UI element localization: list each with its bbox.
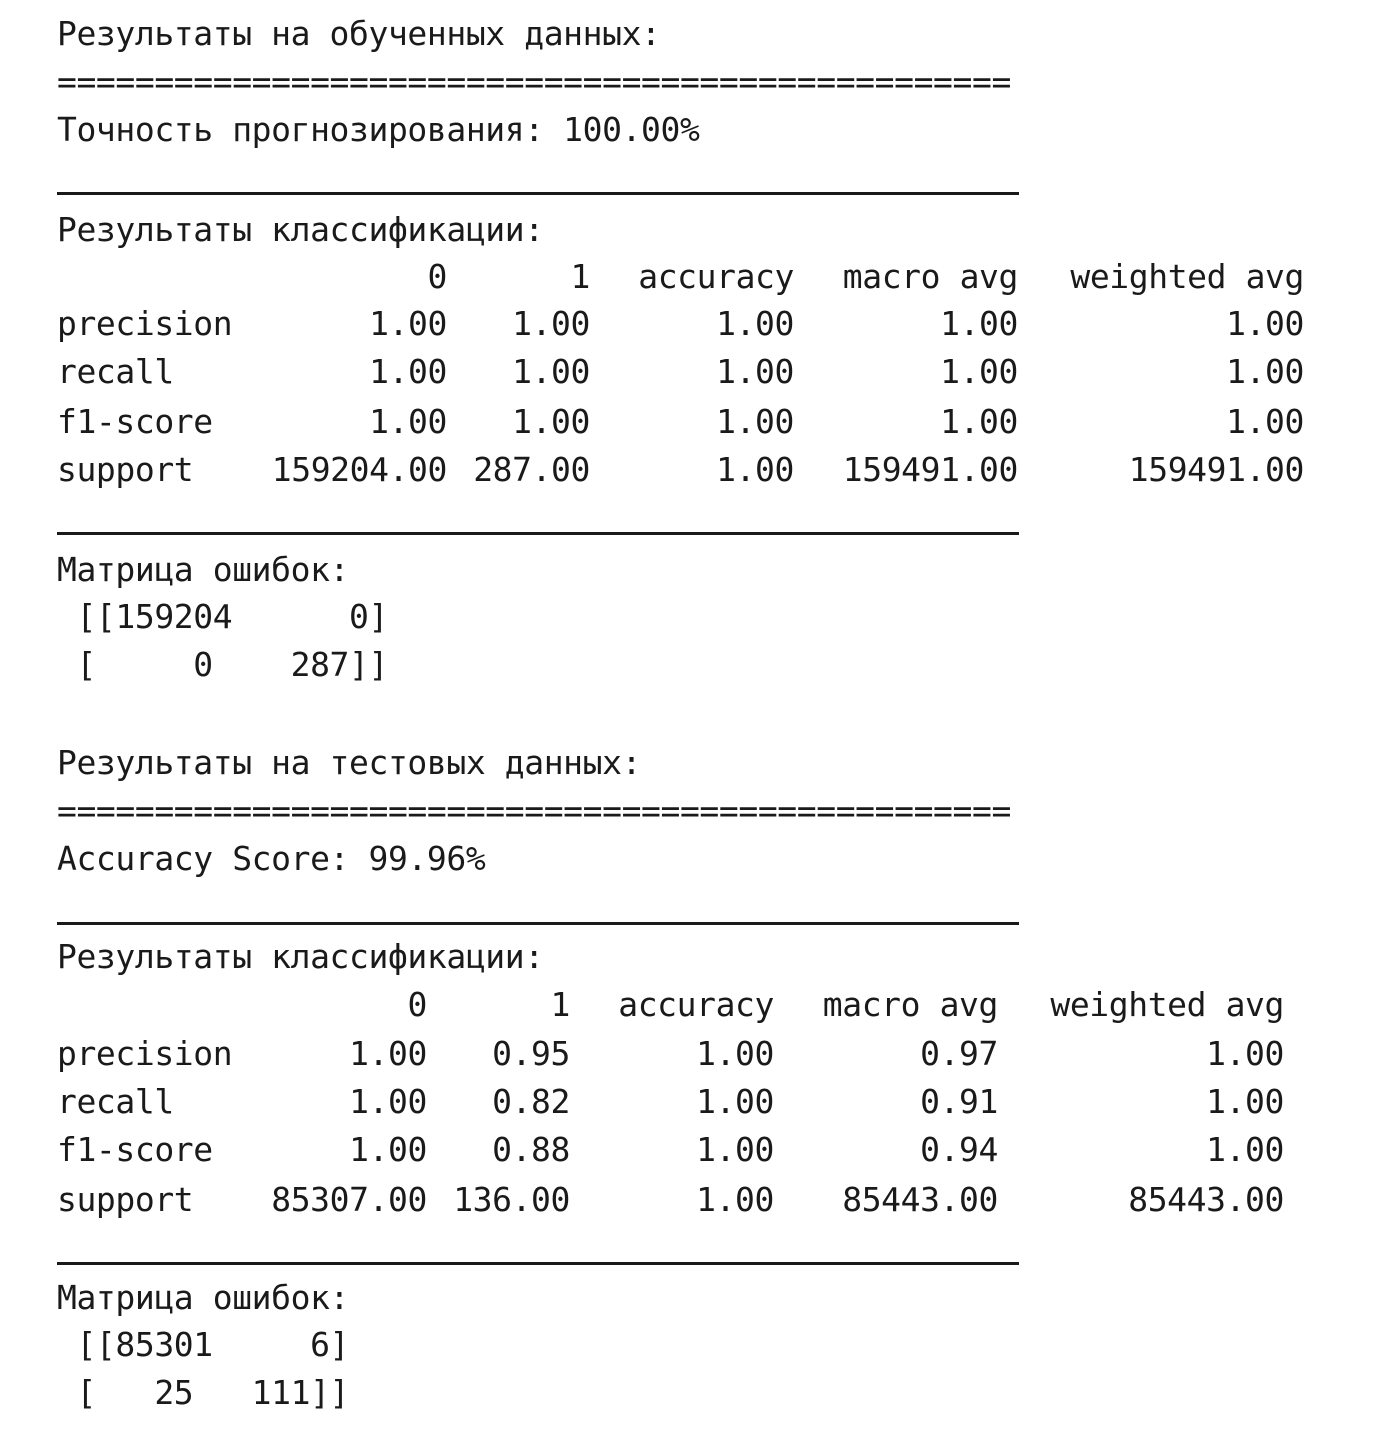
test-accuracy-line: Accuracy Score: 99.96% (57, 839, 486, 878)
table-cell: 1.00 (716, 402, 794, 441)
table-cell: 287.00 (473, 450, 590, 489)
table-cell: 1.00 (1226, 402, 1304, 441)
test-rule-2 (57, 1262, 1019, 1265)
table-cell: 1.00 (349, 1130, 427, 1169)
table-cell: 1.00 (696, 1082, 774, 1121)
test-separator: ================================================= (57, 791, 1011, 830)
train-rule-1 (57, 192, 1019, 195)
train-report-heading: Результаты классификации: (57, 210, 544, 249)
train-matrix-line-1: [[159204 0] (57, 597, 388, 636)
test-col-macro-avg: macro avg (822, 985, 998, 1024)
table-cell: 85443.00 (1128, 1180, 1284, 1219)
train-matrix-line-2: [ 0 287]] (57, 645, 388, 684)
table-cell: 1.00 (716, 450, 794, 489)
train-col-weighted-avg: weighted avg (1070, 257, 1304, 296)
table-cell: 1.00 (349, 1082, 427, 1121)
test-col-0: 0 (407, 985, 427, 1024)
table-cell: 0.88 (492, 1130, 570, 1169)
table-cell: 0.94 (920, 1130, 998, 1169)
test-matrix-line-2: [ 25 111]] (57, 1373, 350, 1412)
table-cell: 0.95 (492, 1034, 570, 1073)
table-row-label: recall (57, 1082, 174, 1121)
table-row-label: precision (57, 1034, 233, 1073)
table-cell: 159491.00 (842, 450, 1018, 489)
table-cell: 1.00 (716, 304, 794, 343)
train-col-accuracy: accuracy (638, 257, 794, 296)
table-cell: 1.00 (512, 304, 590, 343)
table-cell: 0.91 (920, 1082, 998, 1121)
table-cell: 1.00 (1206, 1034, 1284, 1073)
table-cell: 1.00 (349, 1034, 427, 1073)
test-col-weighted-avg: weighted avg (1050, 985, 1284, 1024)
table-cell: 1.00 (1226, 352, 1304, 391)
table-cell: 1.00 (940, 352, 1018, 391)
table-row-label: precision (57, 304, 233, 343)
train-accuracy-line: Точность прогнозирования: 100.00% (57, 110, 700, 149)
test-col-accuracy: accuracy (618, 985, 774, 1024)
table-cell: 136.00 (453, 1180, 570, 1219)
table-cell: 1.00 (512, 402, 590, 441)
train-rule-2 (57, 532, 1019, 535)
test-col-1: 1 (550, 985, 570, 1024)
table-cell: 1.00 (696, 1130, 774, 1169)
train-col-1: 1 (570, 257, 590, 296)
train-col-macro-avg: macro avg (842, 257, 1018, 296)
test-rule-1 (57, 922, 1019, 925)
table-cell: 1.00 (512, 352, 590, 391)
table-row-label: support (57, 1180, 194, 1219)
table-cell: 1.00 (716, 352, 794, 391)
table-cell: 85307.00 (271, 1180, 427, 1219)
table-row-label: recall (57, 352, 174, 391)
table-cell: 1.00 (1206, 1082, 1284, 1121)
table-cell: 1.00 (696, 1034, 774, 1073)
table-cell: 1.00 (696, 1180, 774, 1219)
table-cell: 1.00 (940, 304, 1018, 343)
table-cell: 159491.00 (1128, 450, 1304, 489)
table-cell: 0.82 (492, 1082, 570, 1121)
test-matrix-line-1: [[85301 6] (57, 1325, 350, 1364)
train-heading: Результаты на обученных данных: (57, 14, 661, 53)
table-row-label: support (57, 450, 194, 489)
table-cell: 1.00 (940, 402, 1018, 441)
train-col-0: 0 (427, 257, 447, 296)
train-matrix-heading: Матрица ошибок: (57, 550, 350, 589)
table-cell: 1.00 (369, 352, 447, 391)
train-separator: ================================================= (57, 62, 1011, 101)
table-cell: 159204.00 (271, 450, 447, 489)
table-cell: 1.00 (1206, 1130, 1284, 1169)
table-row-label: f1-score (57, 402, 213, 441)
test-report-heading: Результаты классификации: (57, 937, 544, 976)
table-cell: 85443.00 (842, 1180, 998, 1219)
test-heading: Результаты на тестовых данных: (57, 743, 642, 782)
table-row-label: f1-score (57, 1130, 213, 1169)
test-matrix-heading: Матрица ошибок: (57, 1278, 350, 1317)
table-cell: 1.00 (369, 304, 447, 343)
table-cell: 1.00 (369, 402, 447, 441)
table-cell: 1.00 (1226, 304, 1304, 343)
table-cell: 0.97 (920, 1034, 998, 1073)
